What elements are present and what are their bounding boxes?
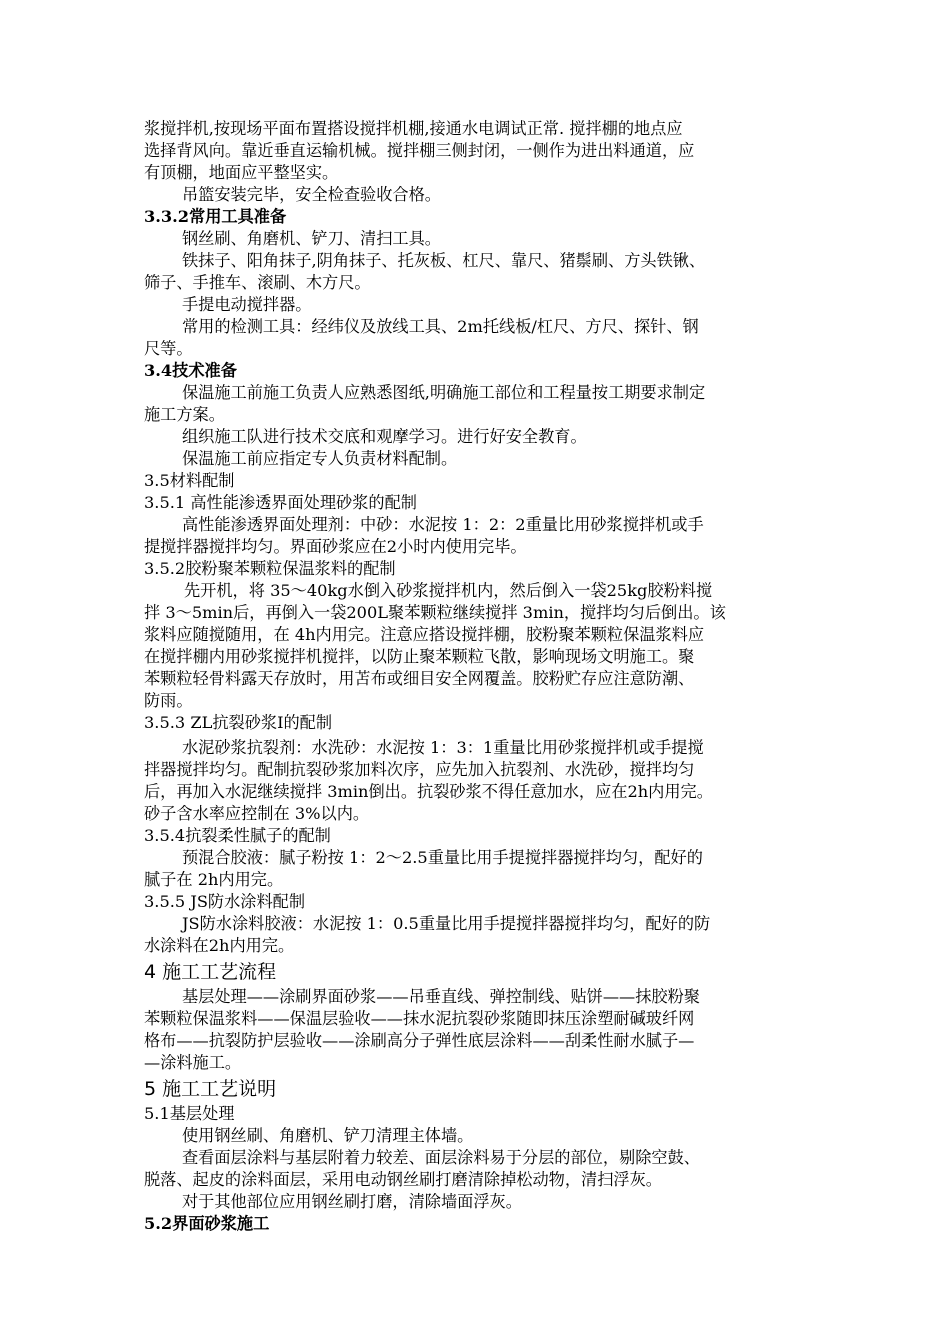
text-line: 格布——抗裂防护层验收——涂刷高分子弹性底层涂料——刮柔性耐水腻子— xyxy=(144,1031,695,1050)
text-line: 浆料应随搅随用，在 4h内用完。注意应搭设搅拌棚，胶粉聚苯颗粒保温浆料应 xyxy=(144,625,705,644)
text-line: 拌器搅拌均匀。配制抗裂砂浆加料次序，应先加入抗裂剂、水洗砂，搅拌均匀 xyxy=(144,760,695,779)
text-line: 钢丝刷、角磨机、铲刀、清扫工具。 xyxy=(182,229,441,248)
text-line: 保温施工前施工负责人应熟悉图纸,明确施工部位和工程量按工期要求制定 xyxy=(182,383,706,402)
text-line: 水泥砂浆抗裂剂：水洗砂：水泥按 1：3：1重量比用砂浆搅拌机或手提搅 xyxy=(182,738,704,757)
text-line: 有顶棚，地面应平整坚实。 xyxy=(144,163,339,182)
text-line: 筛子、手推车、滚刷、木方尺。 xyxy=(144,273,371,292)
text-line: 3.5.5 JS防水涂料配制 xyxy=(144,892,306,911)
text-line: 3.5材料配制 xyxy=(144,471,235,490)
text-line: 3.5.1 高性能渗透界面处理砂浆的配制 xyxy=(144,493,417,512)
text-line: 吊篮安装完毕，安全检查验收合格。 xyxy=(182,185,441,204)
text-line: 手提电动搅拌器。 xyxy=(182,295,312,314)
text-line: 查看面层涂料与基层附着力较差、面层涂料易于分层的部位，剔除空鼓、 xyxy=(182,1148,700,1167)
text-line: 后，再加入水泥继续搅拌 3min倒出。抗裂砂浆不得任意加水，应在2h内用完。 xyxy=(144,782,713,801)
text-line: 腻子在 2h内用完。 xyxy=(144,870,284,889)
text-line: 先开机，将 35～40kg水倒入砂浆搅拌机内，然后倒入一袋25kg胶粉料搅 xyxy=(184,581,713,600)
text-line: 组织施工队进行技术交底和观摩学习。进行好安全教育。 xyxy=(182,427,587,446)
text-line: 铁抹子、阳角抹子,阴角抹子、托灰板、杠尺、靠尺、猪鬃刷、方头铁锹、 xyxy=(182,251,706,270)
text-line: 水涂料在2h内用完。 xyxy=(144,936,295,955)
text-line: 常用的检测工具：经纬仪及放线工具、2m托线板/杠尺、方尺、探针、钢 xyxy=(182,317,699,336)
section-heading: 4 施工工艺流程 xyxy=(144,961,277,983)
text-line: 防雨。 xyxy=(144,691,193,710)
text-line: 苯颗粒轻骨料露天存放时，用苫布或细目安全网覆盖。胶粉贮存应注意防潮、 xyxy=(144,669,695,688)
text-line: —涂料施工。 xyxy=(144,1053,242,1072)
text-line: JS防水涂料胶液：水泥按 1：0.5重量比用手提搅拌器搅拌均匀，配好的防 xyxy=(182,914,711,933)
text-line: 在搅拌棚内用砂浆搅拌机搅拌，以防止聚苯颗粒飞散，影响现场文明施工。聚 xyxy=(144,647,695,666)
text-line: 预混合胶液：腻子粉按 1：2～2.5重量比用手提搅拌器搅拌均匀，配好的 xyxy=(182,848,703,867)
subsection-heading: 3.3.2常用工具准备 xyxy=(144,207,287,226)
text-line: 施工方案。 xyxy=(144,405,225,424)
text-line: 浆搅拌机,按现场平面布置搭设搅拌机棚,接通水电调试正常. 搅拌棚的地点应 xyxy=(144,119,683,138)
subsection-heading: 5.2界面砂浆施工 xyxy=(144,1214,270,1233)
text-line: 选择背风向。靠近垂直运输机械。搅拌棚三侧封闭，一侧作为进出料通道，应 xyxy=(144,141,695,160)
text-line: 脱落、起皮的涂料面层，采用电动钢丝刷打磨清除掉松动物，清扫浮灰。 xyxy=(144,1170,662,1189)
text-line: 基层处理——涂刷界面砂浆——吊垂直线、弹控制线、贴饼——抹胶粉聚 xyxy=(182,987,700,1006)
text-line: 使用钢丝刷、角磨机、铲刀清理主体墙。 xyxy=(182,1126,474,1145)
text-line: 砂子含水率应控制在 3%以内。 xyxy=(144,804,370,823)
text-line: 尺等。 xyxy=(144,339,193,358)
text-line: 苯颗粒保温浆料——保温层验收——抹水泥抗裂砂浆随即抹压涂塑耐碱玻纤网 xyxy=(144,1009,695,1028)
text-line: 5.1基层处理 xyxy=(144,1104,235,1123)
document-page xyxy=(144,118,820,1235)
text-line: 3.5.3 ZL抗裂砂浆Ⅰ的配制 xyxy=(144,713,333,732)
text-line: 拌 3～5min后，再倒入一袋200L聚苯颗粒继续搅拌 3min，搅拌均匀后倒出。该 xyxy=(144,603,726,622)
text-line: 3.5.4抗裂柔性腻子的配制 xyxy=(144,826,331,845)
subsection-heading: 3.4技术准备 xyxy=(144,361,237,380)
text-line: 3.5.2胶粉聚苯颗粒保温浆料的配制 xyxy=(144,559,396,578)
text-line: 保温施工前应指定专人负责材料配制。 xyxy=(182,449,458,468)
text-line: 高性能渗透界面处理剂：中砂：水泥按 1：2：2重量比用砂浆搅拌机或手 xyxy=(182,515,704,534)
text-line: 提搅拌器搅拌均匀。界面砂浆应在2小时内使用完毕。 xyxy=(144,537,527,556)
section-heading: 5 施工工艺说明 xyxy=(144,1078,277,1100)
text-line: 对于其他部位应用钢丝刷打磨，清除墙面浮灰。 xyxy=(182,1192,522,1211)
